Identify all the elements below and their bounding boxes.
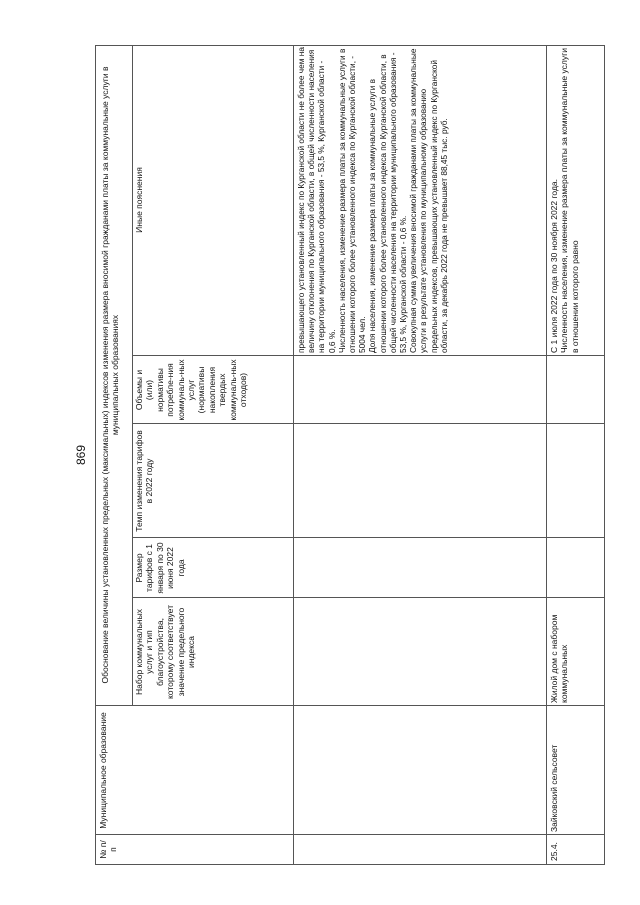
page-number: 869 — [74, 444, 88, 466]
row-2-notes: С 1 июля 2022 года по 30 ноября 2022 года. Численность населения, изменение размера платы за коммунальные услуги в отношении которого равно — [549, 48, 580, 353]
row-1-municipality — [294, 706, 546, 835]
header-services: Набор коммунальных услуг и тип благоустройства, которому соответствует значение предельного индекса — [134, 604, 197, 700]
header-num: № п/п — [98, 840, 119, 859]
justification-table — [95, 45, 605, 865]
row-2-volumes — [547, 356, 606, 424]
row-2-municipality: Зайковский сельсовет — [549, 744, 559, 832]
row-1-volumes — [294, 356, 546, 424]
row-1-notes: превышающего установленный индекс по Курганской области не более чем на величину отклонения по Курганской области, в общей численности населения на территории муниципального образования - 53,5 %, Курганской области - 0,6 %. Численность населения, изменение размера платы за коммунальные услуги в отношении которого более установленного индекса по Курганской области, - 5004 чел. Доля населения, изменение размера платы за коммунальные услуги в отношении которого более установленного индекса по Курганской области, в общей численности населения на территории муниципального образования - 53,5 %, Курганской области - 0,6 %. Совокупная сумма увеличения вносимой гражданами платы за коммунальные услуги в результате установления по муниципальному образованию предельных индексов, превышающих установленный индекс по Курганской области, за декабрь 2022 года не превышает 88,45 тыс. руб. — [296, 47, 449, 353]
row-2-services: Жилой дом с набором коммунальных — [549, 614, 570, 703]
row-2-tariff-size — [547, 538, 606, 598]
row-1-num — [294, 835, 546, 864]
header-municipality: Муниципальное образование — [98, 712, 108, 829]
row-2-tariff-rate — [547, 424, 606, 538]
row-1-services — [294, 598, 546, 706]
header-tariff-size: Размер тарифов с 1 января по 30 июня 2022 года — [134, 542, 186, 594]
row-1-tariff-rate — [294, 424, 546, 538]
row-1-tariff-size — [294, 538, 546, 598]
header-justification-group: Обоснование величины установленных предельных (максимальных) индексов изменения размера вносимой гражданами платы за коммунальные услуги в муниципальных образованиях — [100, 66, 121, 684]
header-notes: Иные пояснения — [134, 167, 144, 233]
row-2-num: 25.4. — [549, 842, 559, 861]
header-tariff-rate: Темп изменения тарифов в 2022 году — [134, 430, 155, 532]
header-volumes: Объемы и (или) нормативы потребле-ния коммуналь-ных услуг (нормативы накопления твердых коммуналь-ных отходов) — [134, 359, 249, 421]
